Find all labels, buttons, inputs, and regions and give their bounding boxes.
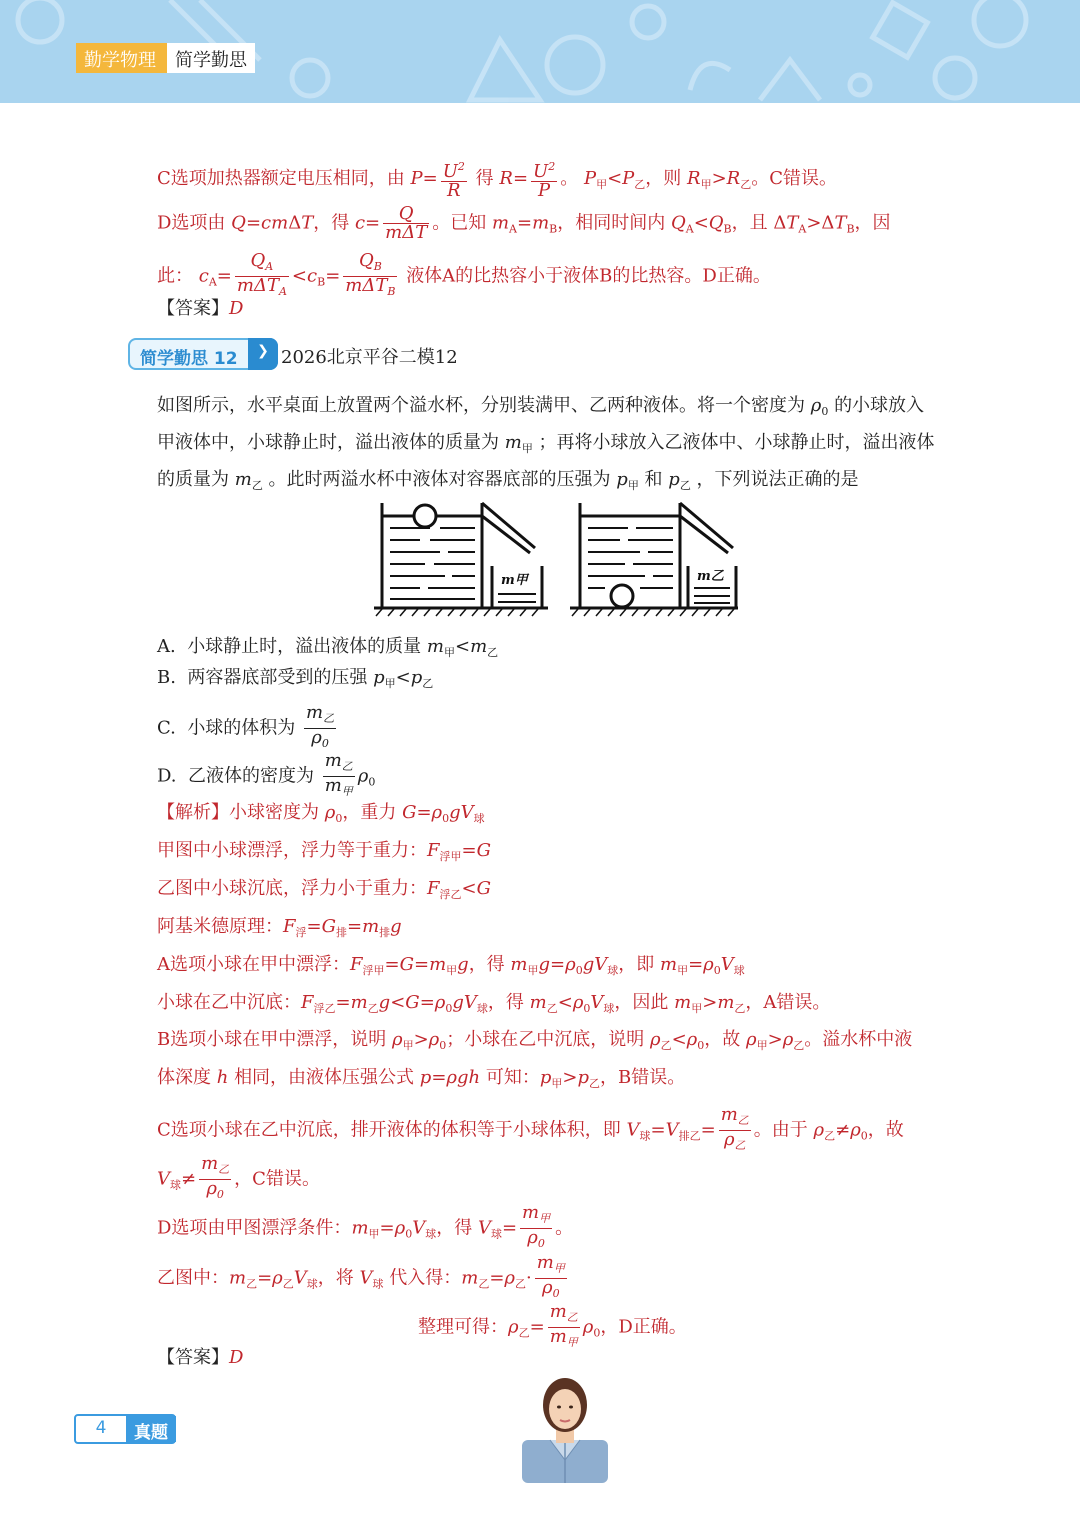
analysis-line-7: B选项小球在甲中漂浮，说明 $\rho_甲>\rho_0$；小球在乙中沉底，说明 $\rho_乙<\rho_0$，故 $\rho_甲>\rho_乙$。溢水杯中液 (157, 1029, 913, 1052)
analysis-line-9: C选项小球在乙中沉底，排开液体的体积等于小球体积，即 $V_球=V_{排乙}=$ $\frac{m_乙}{\rho_乙}$ 。由于 $\rho_乙\ne\rho_0$，故 (157, 1104, 904, 1152)
stem-line-2: 甲液体中，小球静止时，溢出液体的质量为 $m_甲$ ；再将小球放入乙液体中、小球静止时，溢出液体 (157, 432, 935, 455)
chevron-down-icon[interactable]: ❯ (248, 338, 278, 370)
question-stem (157, 390, 957, 501)
sunken-ball (611, 585, 633, 607)
question-tag-label: 简学勤思 12 (140, 349, 238, 369)
answer-value: D (229, 1347, 244, 1368)
header-banner (0, 0, 1080, 103)
option-label: C. (157, 717, 176, 739)
text-segment: C选项加热器额定电压相同，由 (157, 168, 405, 189)
text-segment: 液体A的比热容小于液体B的比热容。D正确。 (406, 265, 771, 287)
text-segment: ，得 (313, 212, 350, 234)
text-segment: ，因 (854, 212, 891, 234)
option-b[interactable]: B. 两容器底部受到的压强 $p_甲<p_乙$ (157, 667, 434, 690)
option-label: D. (157, 765, 177, 787)
option-d[interactable]: D. 乙液体的密度为 $\frac{m_乙}{m_甲}$ $\rho_0$ (157, 750, 376, 798)
analysis-line-1: 【解析】小球密度为 $\rho_0$，重力 $G=\rho_0gV_球$ (157, 802, 485, 825)
option-label: B. (157, 667, 176, 688)
analysis-line-8: 体深度 h 相同，由液体压强公式 p=ρgh 可知：$p_甲>p_乙$，B错误。 (157, 1067, 686, 1090)
analysis-line-2: 甲图中小球漂浮，浮力等于重力：$F_{浮甲}=G$ (157, 840, 491, 863)
text-segment: ，则 (645, 168, 682, 189)
analysis-line-11: D选项由甲图漂浮条件：$m_甲=\rho_0V_球$，得 $V_球=$ $\frac{m_甲}{\rho_0}$ 。 (157, 1202, 574, 1250)
label-m-jia: m甲 (501, 573, 528, 588)
brand-right: 简学勤思 (164, 43, 255, 73)
text-segment: ，相同时间内 (557, 212, 666, 234)
option-text: 小球的体积为 (187, 717, 296, 739)
solution-d-line-2: 此： $c_A=$ $\frac{Q_A}{m\Delta T_A}$ $<c_B=$ $\frac{Q_B}{m\Delta T_B}$ 液体A的比热容小于液体B的比热容。D正确。 (157, 250, 771, 298)
text-segment: 。 (560, 168, 579, 189)
final-answer (157, 1345, 243, 1371)
option-text: 乙液体的密度为 (187, 765, 314, 787)
text-segment: D选项由 (157, 212, 226, 234)
analysis-line-6: 小球在乙中沉底：$F_{浮乙}=m_乙g<G=\rho_0gV_球$，得 $m_乙<\rho_0V_球$，因此 $m_甲>m_乙$，A错误。 (157, 992, 831, 1015)
solution-d-line-1: D选项由 Q=cmΔT，得 c= $\frac{Q}{\text{mΔT}}$ 。已知 $m_A=m_B$，相同时间内 $Q_A<Q_B$，且 $\Delta T_A>\Delta T_B$，因 (157, 203, 891, 243)
floating-ball (414, 505, 436, 527)
brand-left: 勤学物理 (76, 43, 164, 73)
answer-value: D (229, 298, 244, 319)
answer-label: 【答案】 (157, 298, 229, 319)
answer-label: 【答案】 (157, 1347, 229, 1368)
prev-answer (157, 296, 243, 322)
analysis-line-3: 乙图中小球沉底，浮力小于重力：$F_{浮乙}<G$ (157, 878, 491, 901)
option-a[interactable]: A. 小球静止时，溢出液体的质量 $m_甲<m_乙$ (157, 636, 499, 659)
option-text: 小球静止时，溢出液体的质量 (187, 636, 422, 657)
option-label: A. (157, 636, 176, 657)
overflow-cups-figure (370, 498, 740, 618)
page-number-badge (74, 1414, 176, 1444)
text-segment: 此： (157, 265, 193, 287)
analysis-line-13: 整理可得：$\rho_乙=$ $\frac{m_乙}{m_甲}$ $\rho_0$，D正确。 (418, 1301, 687, 1349)
option-c[interactable]: C. 小球的体积为 $\frac{m_乙}{\rho_0}$ (157, 702, 335, 750)
page-number: 4 (95, 1418, 107, 1438)
analysis-line-12: 乙图中：$m_乙=\rho_乙V_球$，将 $V_球$ 代入得：$m_乙=\rho_乙\cdot$ $\frac{m_甲}{\rho_0}$ (157, 1252, 565, 1300)
analysis-line-10: $V_球\ne$ $\frac{m_乙}{\rho_0}$ ，C错误。 (157, 1153, 320, 1201)
option-text: 两容器底部受到的压强 (187, 667, 368, 688)
question-source: 2026北京平谷二模12 (281, 347, 458, 368)
text-segment: 得 (475, 168, 494, 189)
solution-c-line: C选项加热器额定电压相同，由 P= $\frac{U^2}{R}$ 得 R= $\frac{U^2}{P}$ 。 $P_甲<P_乙$，则 $R_甲>R_乙$。C错误。 (157, 160, 838, 201)
text-segment: 。已知 (432, 212, 487, 234)
brand-header (76, 43, 255, 73)
text-segment: ，且 (731, 212, 768, 234)
teacher-avatar (520, 1365, 610, 1483)
stem-line-3: 的质量为 $m_乙$ 。此时两溢水杯中液体对容器底部的压强为 $p_甲$ 和 $p_乙$ ，下列说法正确的是 (157, 469, 859, 492)
analysis-line-5: A选项小球在甲中漂浮：$F_{浮甲}=G=m_甲g$，得 $m_甲g=\rho_0gV_球$，即 $m_甲=\rho_0V_球$ (157, 954, 745, 977)
section-label: 真题 (126, 1416, 176, 1442)
analysis-line-4: 阿基米德原理：$F_浮=G_排=m_排g$ (157, 916, 402, 939)
stem-line-1: 如图所示，水平桌面上放置两个溢水杯，分别装满甲、乙两种液体。将一个密度为 $\rho_0$ 的小球放入 (157, 395, 925, 418)
text-segment: 。C错误。 (751, 168, 838, 189)
label-m-yi: m乙 (697, 569, 724, 584)
question-tag (128, 338, 278, 370)
